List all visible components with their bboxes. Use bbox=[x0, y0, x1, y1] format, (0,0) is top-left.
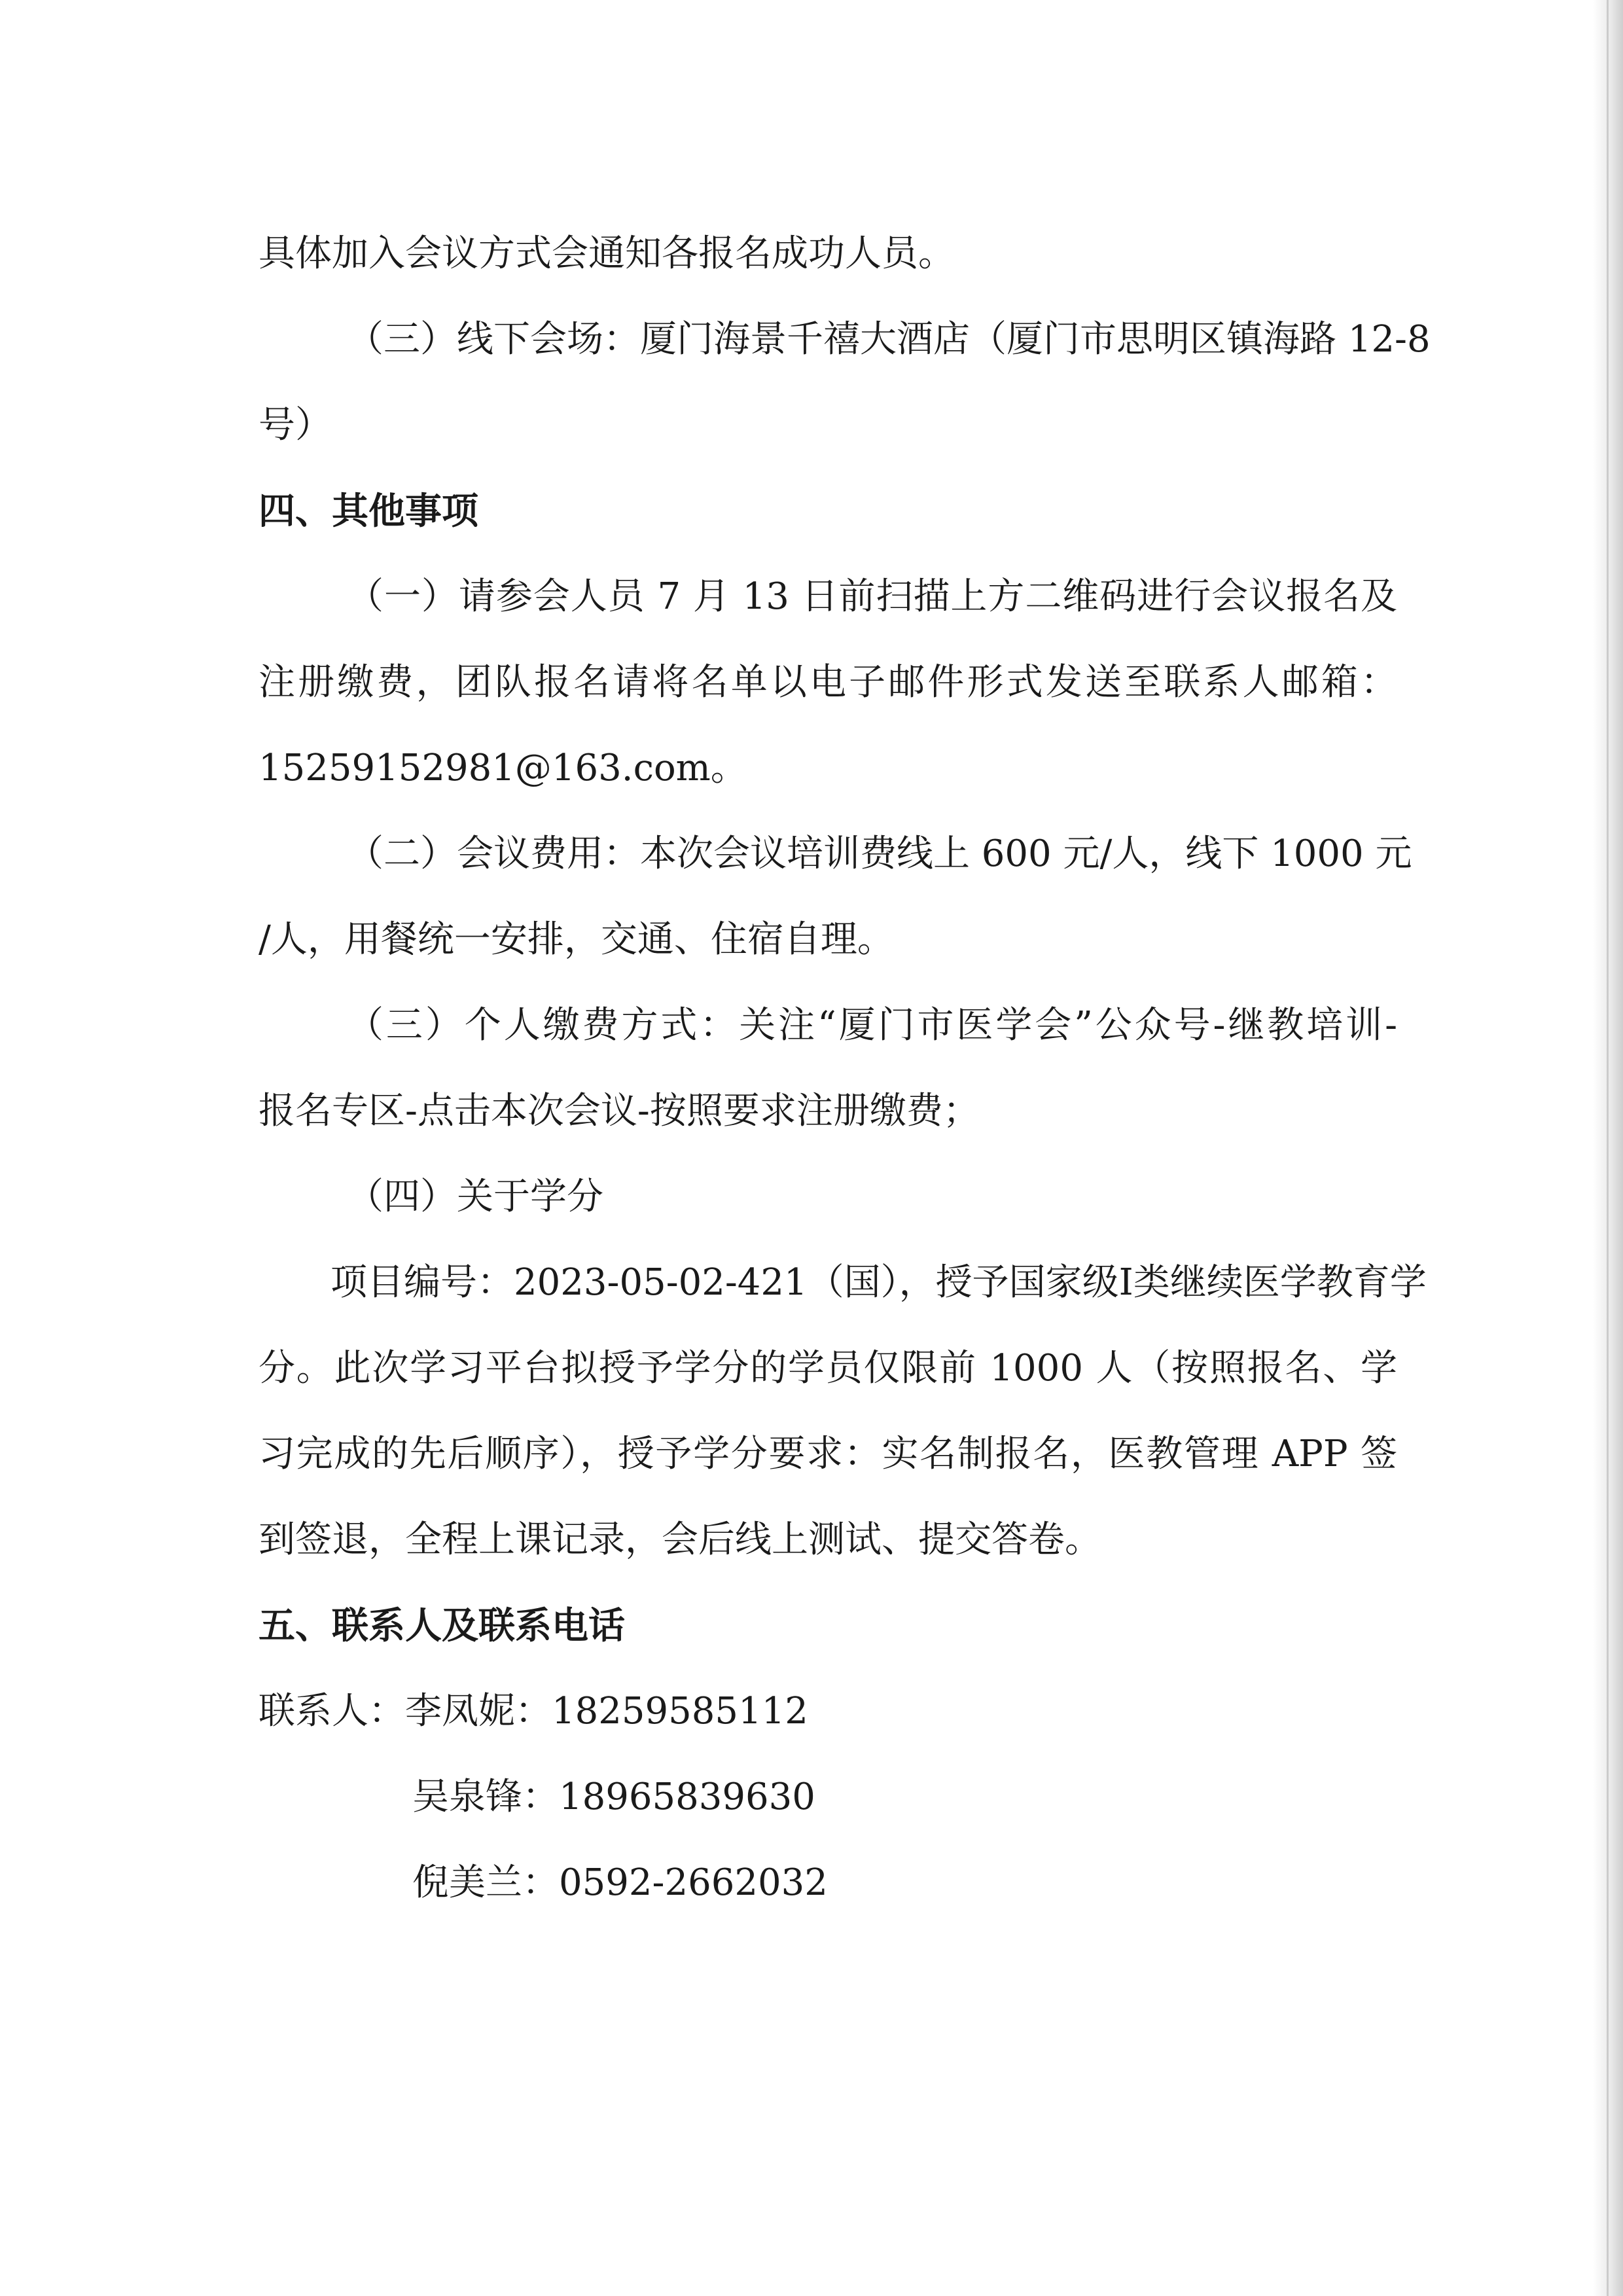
paragraph-venue-line2: 号） bbox=[259, 404, 332, 446]
credits-line2: 分。此次学习平台拟授予学分的学员仅限前 1000 人（按照报名、学 bbox=[259, 1347, 1397, 1390]
credits-line4: 到签退，全程上课记录，会后线上测试、提交答卷。 bbox=[259, 1518, 1101, 1561]
scan-edge-line bbox=[1607, 0, 1609, 2296]
item-fees-line1: （二）会议费用：本次会议培训费线上 600 元/人，线下 1000 元 bbox=[347, 833, 1412, 875]
section-heading-other-matters: 四、其他事项 bbox=[259, 490, 478, 533]
item-registration-email: 15259152981@163.com。 bbox=[259, 747, 747, 789]
item-fees-line2: /人，用餐统一安排，交通、住宿自理。 bbox=[259, 918, 894, 961]
contact-ni-meilan: 倪美兰：0592-2662032 bbox=[412, 1861, 828, 1904]
contact-wu-quanfeng: 吴泉锋：18965839630 bbox=[412, 1776, 815, 1818]
item-payment-line2: 报名专区-点击本次会议-按照要求注册缴费； bbox=[259, 1090, 980, 1132]
item-registration-line2: 注册缴费，团队报名请将名单以电子邮件形式发送至联系人邮箱： bbox=[259, 661, 1397, 704]
item-registration-line1: （一）请参会人员 7 月 13 日前扫描上方二维码进行会议报名及 bbox=[347, 575, 1397, 618]
credits-line1: 项目编号：2023-05-02-421（国），授予国家级Ⅰ类继续医学教育学 bbox=[330, 1261, 1427, 1304]
section-heading-contacts: 五、联系人及联系电话 bbox=[259, 1604, 625, 1647]
credits-line3: 习完成的先后顺序），授予学分要求：实名制报名，医教管理 APP 签 bbox=[259, 1433, 1397, 1475]
paragraph-venue-line1: （三）线下会场：厦门海景千禧大酒店（厦门市思明区镇海路 12-8 bbox=[347, 318, 1431, 361]
contact-li-fengni: 联系人：李凤妮：18259585112 bbox=[259, 1690, 808, 1732]
paragraph-join-method: 具体加入会议方式会通知各报名成功人员。 bbox=[259, 232, 955, 275]
item-credits-heading: （四）关于学分 bbox=[347, 1175, 603, 1218]
item-payment-line1: （三）个人缴费方式：关注“厦门市医学会”公众号-继教培训- bbox=[347, 1004, 1397, 1047]
